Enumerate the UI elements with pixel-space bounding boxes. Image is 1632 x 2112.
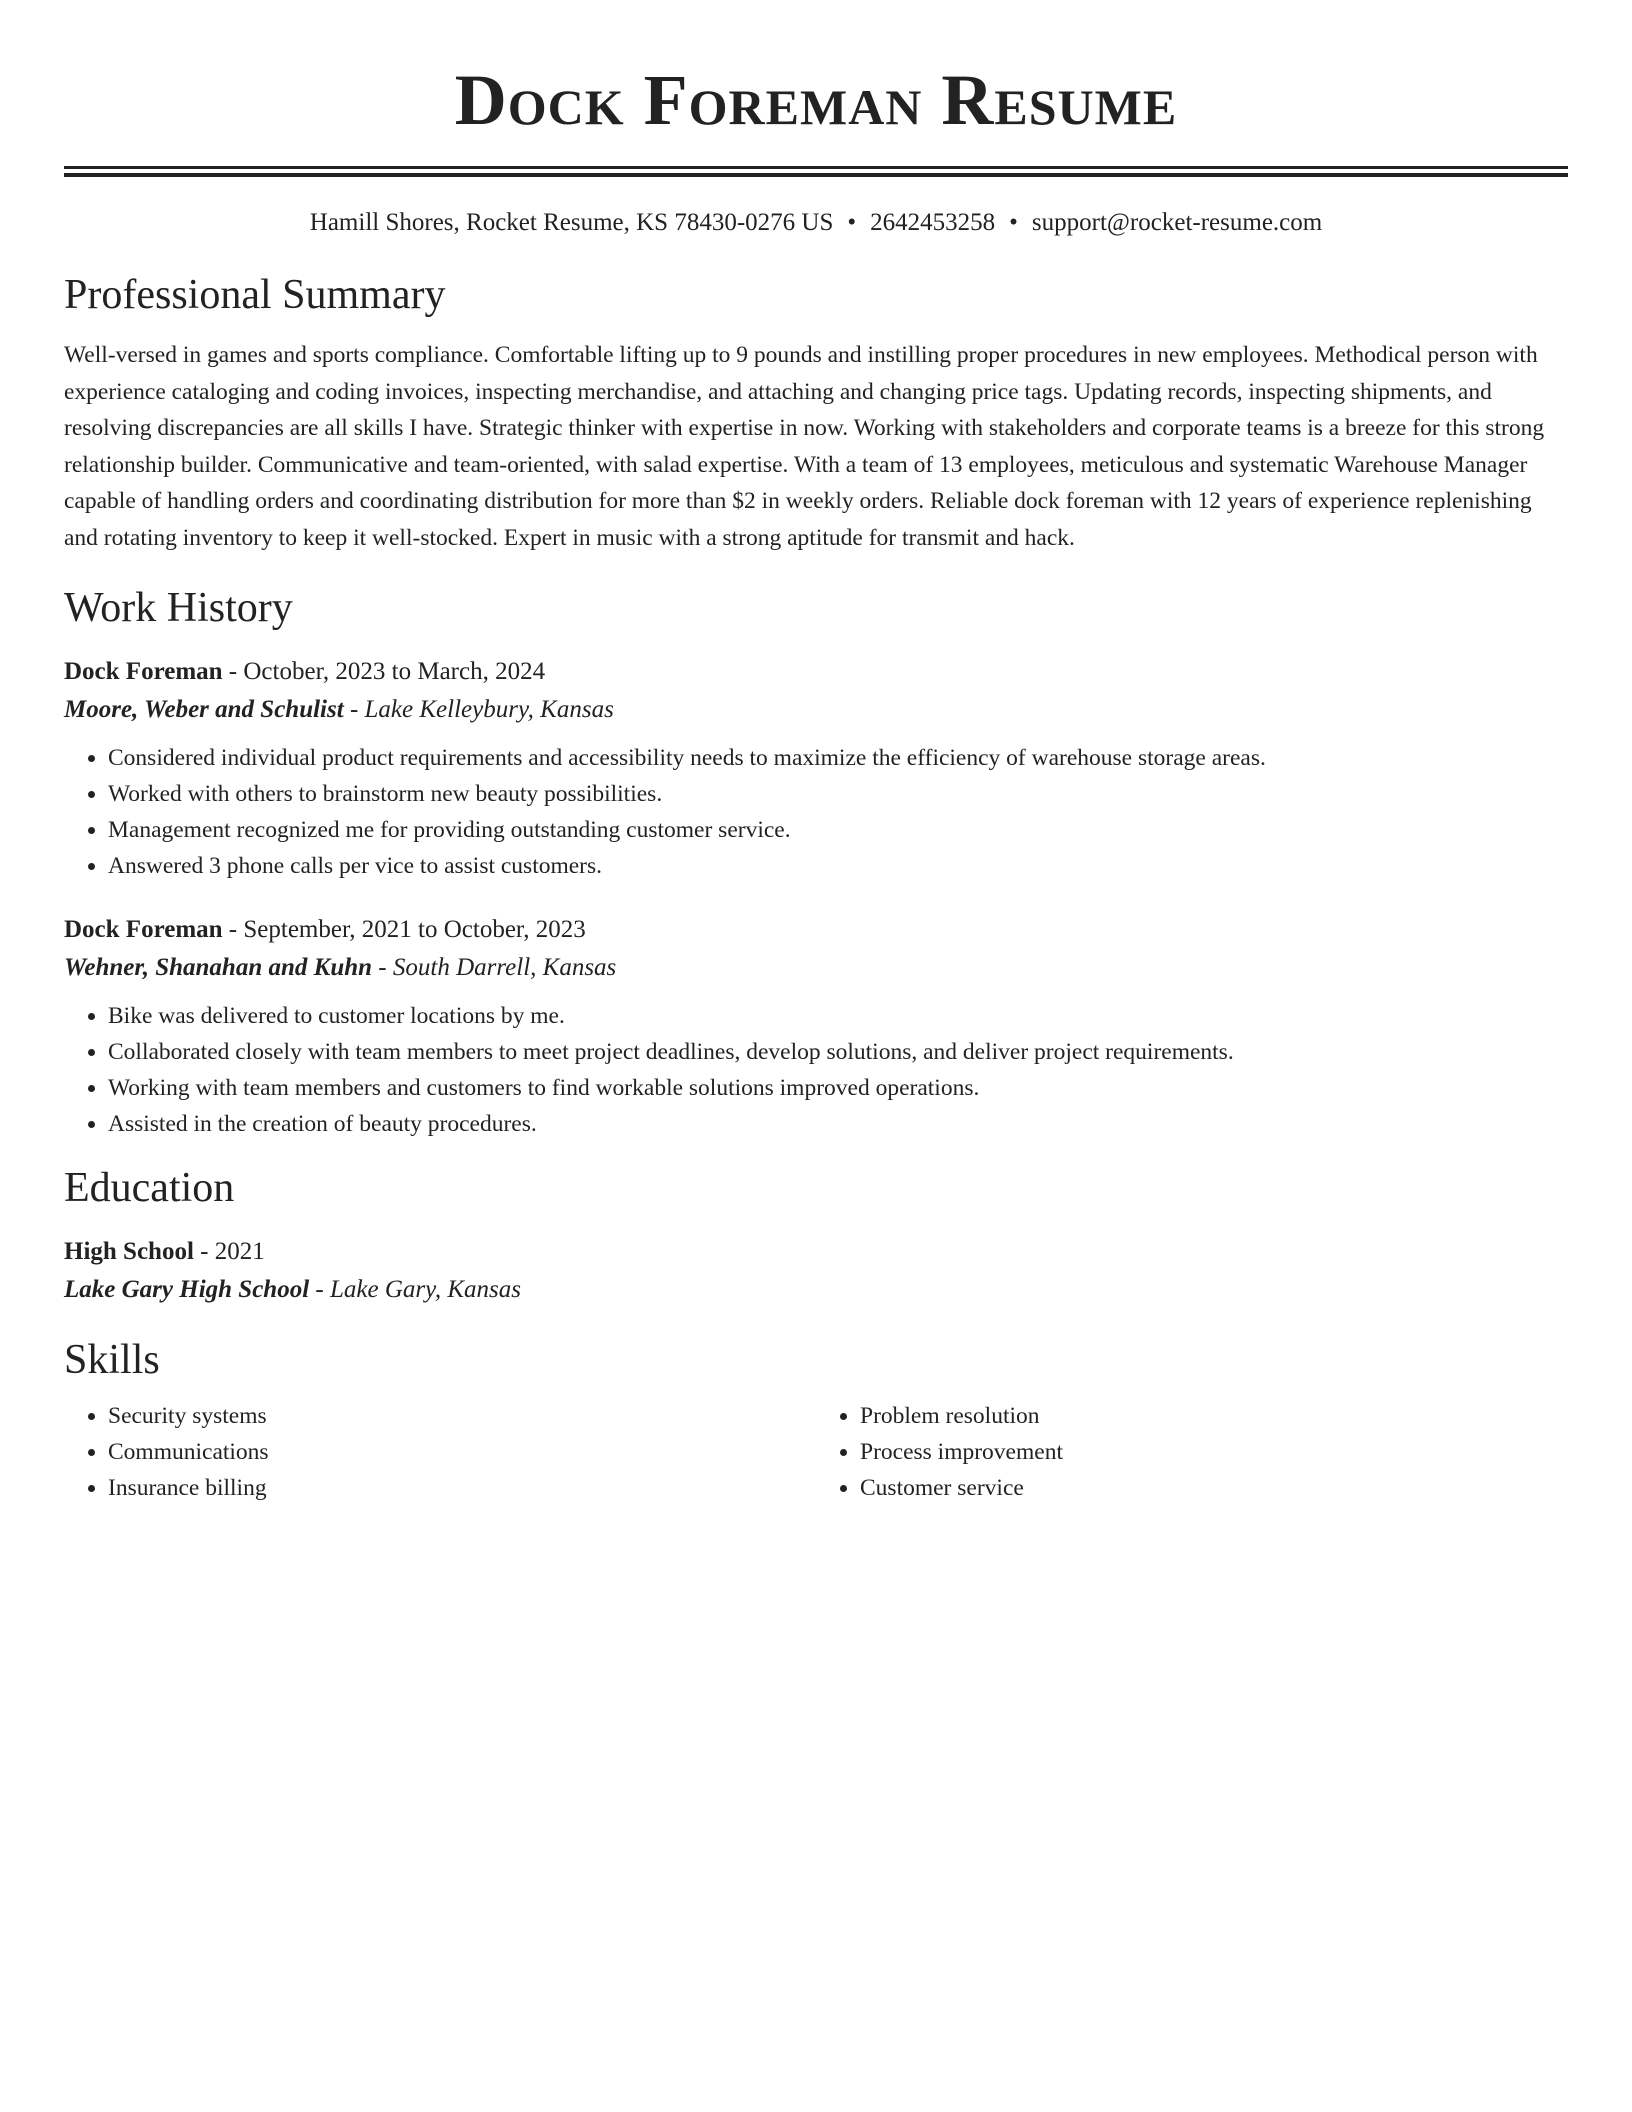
job-dates: - October, 2023 to March, 2024 [222, 658, 546, 685]
contact-email: support@rocket-resume.com [1031, 209, 1323, 236]
job-title: Dock Foreman [64, 658, 223, 685]
work-history-section [64, 582, 1568, 1142]
contact-separator: • [847, 209, 857, 236]
job-company-line [64, 694, 1568, 726]
title-divider [64, 166, 1568, 177]
education-location: - Lake Gary, Kansas [309, 1276, 521, 1303]
skill-item: • Problem resolution [860, 1398, 1568, 1434]
skill-item: • Insurance billing [108, 1470, 816, 1506]
job-company: Wehner, Shanahan and Kuhn [64, 954, 373, 981]
education-degree: High School [64, 1238, 194, 1265]
education-school-line [64, 1274, 1568, 1306]
skill-item: • Customer service [860, 1470, 1568, 1506]
job-title-line [64, 656, 1568, 688]
education-year: - 2021 [193, 1238, 265, 1265]
page-title: Dock Foreman Resume [454, 60, 1178, 140]
skills-column-left [64, 1398, 816, 1506]
work-history-heading: Work History [64, 585, 293, 631]
job-entry [64, 914, 1568, 1142]
job-company: Moore, Weber and Schulist [64, 696, 344, 723]
job-bullet: • Considered individual product requirements and accessibility needs to maximize the efficiency of warehouse storage areas. [108, 740, 1568, 776]
job-bullet: • Worked with others to brainstorm new beauty possibilities. [108, 776, 1568, 812]
summary-section [64, 269, 1568, 556]
education-school: Lake Gary High School [64, 1276, 310, 1303]
skills-column-right [816, 1398, 1568, 1506]
job-bullet: • Answered 3 phone calls per vice to assist customers. [108, 848, 1568, 884]
job-bullet: • Collaborated closely with team members to meet project deadlines, develop solutions, and deliver project requirements. [108, 1034, 1568, 1070]
contact-address: Hamill Shores, Rocket Resume, KS 78430-0276 US [309, 209, 834, 236]
education-section [64, 1162, 1568, 1306]
job-location: - South Darrell, Kansas [372, 954, 617, 981]
summary-text: Well-versed in games and sports compliance. Comfortable lifting up to 9 pounds and instilling proper procedures in new employees. Methodical person with experience cataloging and coding invoices, inspecting merchandise, and attaching and changing price tags. Updating records, inspecting shipments, and resolving discrepancies are all skills I have. Strategic thinker with expertise in now. Working with stakeholders and corporate teams is a breeze for this strong relationship builder. Communicative and team-oriented, with salad expertise. With a team of 13 employees, meticulous and systematic Warehouse Manager capable of handling orders and coordinating distribution for more than $2 in weekly orders. Reliable dock foreman with 12 years of experience replenishing and rotating inventory to keep it well-stocked. Expert in music with a strong aptitude for transmit and hack. [64, 342, 1545, 551]
job-company-line [64, 952, 1568, 984]
job-bullet: • Assisted in the creation of beauty procedures. [108, 1106, 1568, 1142]
education-heading: Education [64, 1165, 235, 1211]
job-dates: - September, 2021 to October, 2023 [222, 916, 586, 943]
job-entry [64, 656, 1568, 884]
job-location: - Lake Kelleybury, Kansas [343, 696, 614, 723]
summary-heading: Professional Summary [64, 272, 446, 318]
education-degree-line [64, 1236, 1568, 1268]
job-bullet: • Bike was delivered to customer locations by me. [108, 998, 1568, 1034]
skill-item: • Security systems [108, 1398, 816, 1434]
contact-line [64, 207, 1568, 239]
skill-item: • Process improvement [860, 1434, 1568, 1470]
education-entry [64, 1236, 1568, 1306]
skills-section [64, 1334, 1568, 1506]
job-bullet: • Management recognized me for providing outstanding customer service. [108, 812, 1568, 848]
job-bullet: • Working with team members and customers to find workable solutions improved operations. [108, 1070, 1568, 1106]
skills-grid [64, 1398, 1568, 1506]
job-title-line [64, 914, 1568, 946]
job-bullets [64, 740, 1568, 884]
contact-separator: • [1009, 209, 1018, 236]
skill-item: • Communications [108, 1434, 816, 1470]
job-bullets [64, 998, 1568, 1142]
contact-phone: 2642453258 [870, 209, 996, 236]
skills-heading: Skills [64, 1337, 160, 1383]
job-title: Dock Foreman [64, 916, 223, 943]
